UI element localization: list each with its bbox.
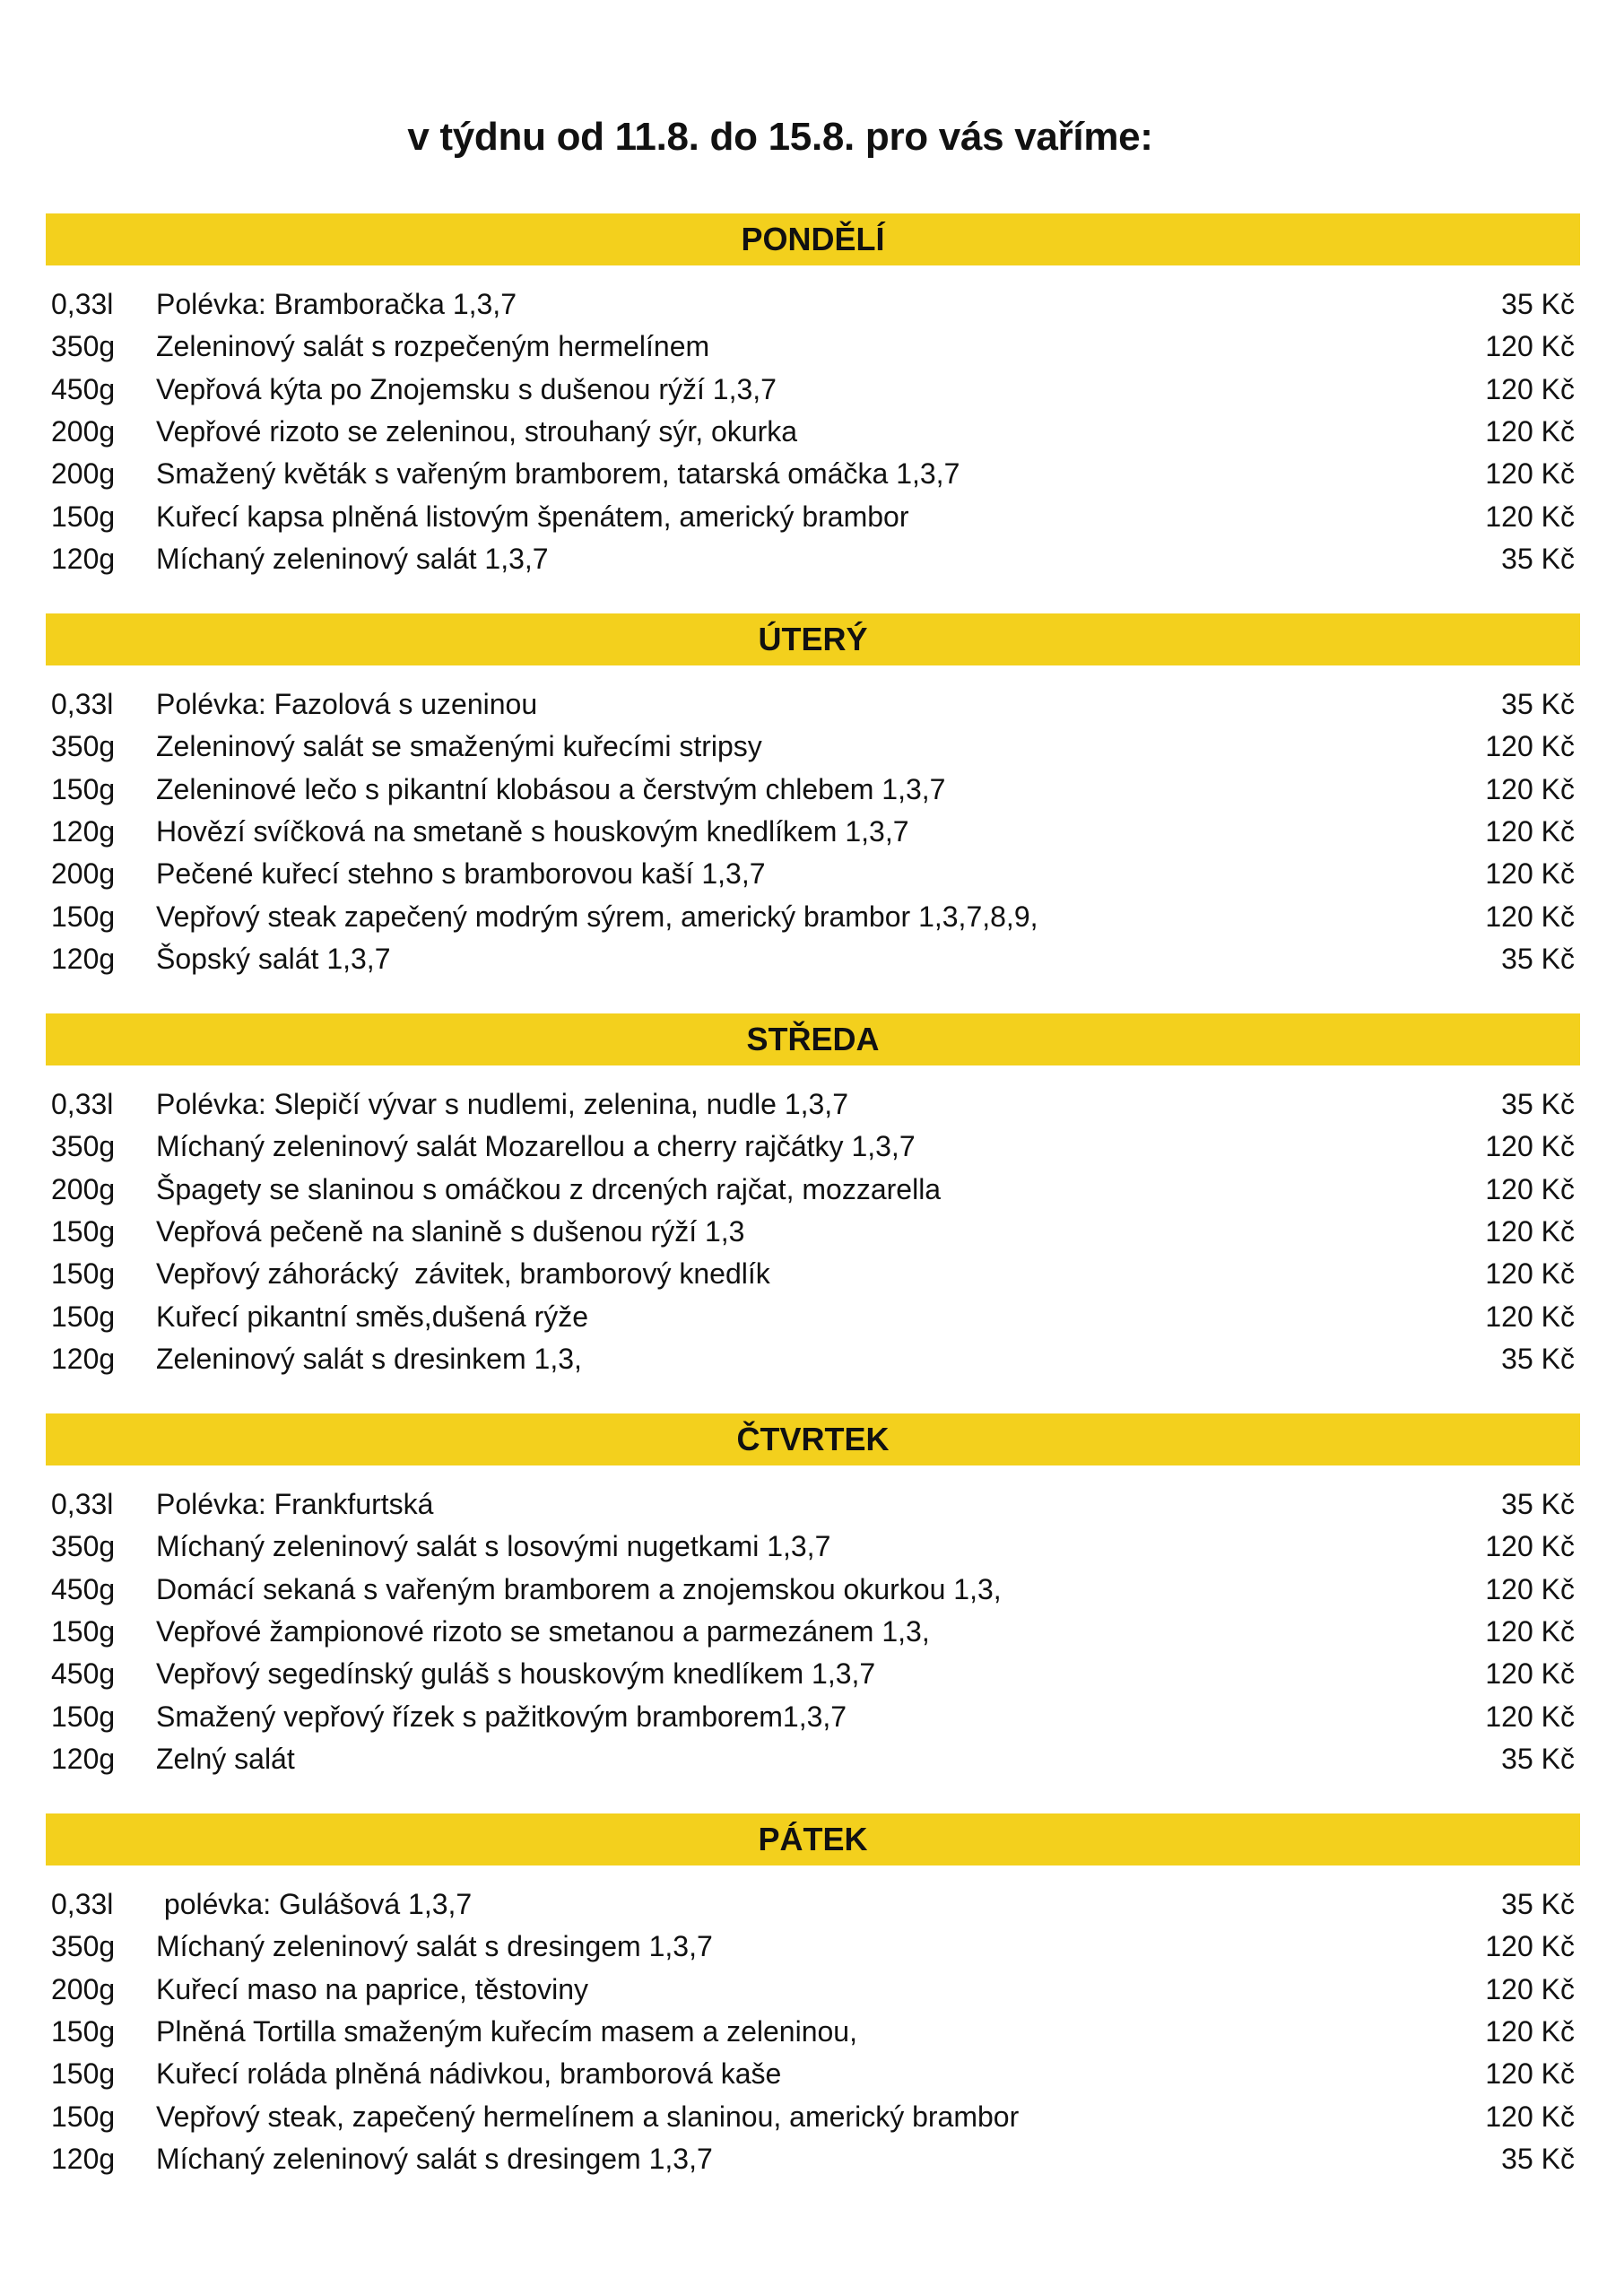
menu-item — [46, 1253, 1580, 1295]
menu-item — [46, 683, 1580, 726]
item-name: Kuřecí pikantní směs,dušená rýže — [156, 1300, 589, 1333]
item-weight: 200g — [51, 457, 116, 491]
menu-item — [46, 1295, 1580, 1337]
menu-item — [46, 1738, 1580, 1780]
item-weight: 150g — [51, 1615, 116, 1648]
item-weight: 0,33l — [51, 1888, 114, 1921]
item-name: Polévka: Fazolová s uzeninou — [156, 688, 538, 721]
menu-item — [46, 2138, 1580, 2180]
item-name: Vepřový steak, zapečený hermelínem a slaninou, americký brambor — [156, 2100, 1020, 2133]
menu-item — [46, 1338, 1580, 1380]
item-weight: 350g — [51, 730, 116, 763]
item-name: Míchaný zeleninový salát Mozarellou a cherry rajčátky 1,3,7 — [156, 1130, 916, 1163]
menu-item — [46, 726, 1580, 768]
item-weight: 350g — [51, 1130, 116, 1163]
menu-item — [46, 369, 1580, 411]
menu-item — [46, 938, 1580, 980]
item-name: Vepřové rizoto se zeleninou, strouhaný sýr, okurka — [156, 415, 798, 448]
item-weight: 200g — [51, 857, 116, 891]
item-price: 120 Kč — [1485, 330, 1575, 363]
item-price: 35 Kč — [1501, 288, 1575, 321]
item-price: 35 Kč — [1501, 688, 1575, 721]
day-header: ČTVRTEK — [46, 1413, 1580, 1465]
item-name: Pečené kuřecí stehno s bramborovou kaší 1,3,7 — [156, 857, 766, 891]
item-name: Šopský salát 1,3,7 — [156, 942, 391, 975]
item-price: 120 Kč — [1485, 1172, 1575, 1205]
item-name: Plněná Tortilla smaženým kuřecím masem a zeleninou, — [156, 2015, 857, 2048]
item-weight: 450g — [51, 372, 116, 405]
menu-item — [46, 2053, 1580, 2095]
menu-item — [46, 769, 1580, 811]
item-price: 35 Kč — [1501, 542, 1575, 575]
item-name: Kuřecí kapsa plněná listovým špenátem, americký brambor — [156, 500, 909, 533]
day-section-friday — [46, 1813, 1580, 2180]
day-header: PONDĚLÍ — [46, 213, 1580, 265]
menu-list — [46, 683, 1580, 980]
item-name: Kuřecí roláda plněná nádivkou, bramborová kaše — [156, 2057, 782, 2091]
item-price: 120 Kč — [1485, 1530, 1575, 1563]
item-price: 35 Kč — [1501, 1742, 1575, 1775]
menu-item — [46, 811, 1580, 853]
item-weight: 120g — [51, 815, 116, 848]
item-name: Vepřová pečeně na slanině s dušenou rýží 1,3 — [156, 1215, 745, 1248]
menu-item — [46, 1211, 1580, 1253]
item-weight: 0,33l — [51, 688, 114, 721]
item-name: Míchaný zeleninový salát 1,3,7 — [156, 542, 549, 575]
item-name: Vepřový segedínský guláš s houskovým knedlíkem 1,3,7 — [156, 1657, 876, 1691]
item-price: 35 Kč — [1501, 1088, 1575, 1121]
item-weight: 120g — [51, 1342, 116, 1375]
item-name: Zelný salát — [156, 1742, 295, 1775]
menu-item — [46, 895, 1580, 937]
menu-list — [46, 1483, 1580, 1780]
item-name: polévka: Gulášová 1,3,7 — [156, 1888, 473, 1921]
item-price: 120 Kč — [1485, 415, 1575, 448]
menu-item — [46, 1483, 1580, 1526]
item-name: Míchaný zeleninový salát s dresingem 1,3,7 — [156, 1930, 713, 1963]
menu-item — [46, 1083, 1580, 1126]
page-title: v týdnu od 11.8. do 15.8. pro vás vaříme: — [407, 115, 1153, 159]
item-price: 120 Kč — [1485, 2100, 1575, 2133]
day-section-wednesday — [46, 1013, 1580, 1380]
menu-item — [46, 453, 1580, 495]
item-price: 35 Kč — [1501, 942, 1575, 975]
item-price: 120 Kč — [1485, 1615, 1575, 1648]
menu-item — [46, 1569, 1580, 1611]
item-price: 120 Kč — [1485, 815, 1575, 848]
item-price: 35 Kč — [1501, 1888, 1575, 1921]
item-name: Špagety se slaninou s omáčkou z drcených rajčat, mozzarella — [156, 1172, 942, 1205]
day-header: ÚTERÝ — [46, 613, 1580, 665]
day-header: STŘEDA — [46, 1013, 1580, 1065]
day-section-tuesday — [46, 613, 1580, 980]
item-weight: 120g — [51, 2142, 116, 2175]
item-weight: 150g — [51, 1700, 116, 1733]
item-name: Míchaný zeleninový salát s losovými nugetkami 1,3,7 — [156, 1530, 831, 1563]
item-name: Polévka: Frankfurtská — [156, 1488, 434, 1521]
item-weight: 150g — [51, 500, 116, 533]
item-price: 120 Kč — [1485, 372, 1575, 405]
menu-item — [46, 1169, 1580, 1211]
item-weight: 350g — [51, 1530, 116, 1563]
item-name: Vepřový steak zapečený modrým sýrem, americký brambor 1,3,7,8,9, — [156, 900, 1038, 933]
item-weight: 150g — [51, 772, 116, 805]
item-weight: 200g — [51, 1172, 116, 1205]
item-weight: 120g — [51, 942, 116, 975]
item-name: Smažený květák s vařeným bramborem, tatarská omáčka 1,3,7 — [156, 457, 960, 491]
menu-item — [46, 1695, 1580, 1737]
menu-item — [46, 326, 1580, 368]
item-weight: 0,33l — [51, 1488, 114, 1521]
menu-item — [46, 2011, 1580, 2053]
item-name: Vepřové žampionové rizoto se smetanou a parmezánem 1,3, — [156, 1615, 930, 1648]
item-price: 120 Kč — [1485, 1930, 1575, 1963]
item-name: Kuřecí maso na paprice, těstoviny — [156, 1972, 589, 2005]
menu-item — [46, 2095, 1580, 2137]
menu-item — [46, 1526, 1580, 1568]
item-name: Míchaný zeleninový salát s dresingem 1,3,7 — [156, 2142, 713, 2175]
item-price: 120 Kč — [1485, 1130, 1575, 1163]
item-name: Zeleninový salát s rozpečeným hermelínem — [156, 330, 710, 363]
item-weight: 450g — [51, 1657, 116, 1691]
menu-item — [46, 495, 1580, 537]
item-price: 120 Kč — [1485, 1657, 1575, 1691]
item-weight: 150g — [51, 1257, 116, 1291]
item-weight: 450g — [51, 1572, 116, 1605]
item-weight: 120g — [51, 1742, 116, 1775]
item-name: Polévka: Bramboračka 1,3,7 — [156, 288, 517, 321]
menu-item — [46, 1126, 1580, 1168]
menu-item — [46, 1883, 1580, 1926]
item-price: 120 Kč — [1485, 2057, 1575, 2091]
item-name: Smažený vepřový řízek s pažitkovým bramborem1,3,7 — [156, 1700, 847, 1733]
menu-list — [46, 1083, 1580, 1380]
menu-item — [46, 538, 1580, 580]
item-price: 120 Kč — [1485, 857, 1575, 891]
item-weight: 150g — [51, 900, 116, 933]
item-weight: 150g — [51, 1300, 116, 1333]
item-price: 120 Kč — [1485, 1300, 1575, 1333]
item-weight: 150g — [51, 2057, 116, 2091]
menu-item — [46, 1653, 1580, 1695]
item-weight: 200g — [51, 1972, 116, 2005]
item-name: Polévka: Slepičí vývar s nudlemi, zelenina, nudle 1,3,7 — [156, 1088, 848, 1121]
item-weight: 120g — [51, 542, 116, 575]
item-price: 35 Kč — [1501, 1488, 1575, 1521]
item-weight: 200g — [51, 415, 116, 448]
menu-item — [46, 853, 1580, 895]
item-price: 120 Kč — [1485, 1215, 1575, 1248]
item-price: 120 Kč — [1485, 2015, 1575, 2048]
item-weight: 0,33l — [51, 288, 114, 321]
menu-item — [46, 1926, 1580, 1968]
menu-item — [46, 1969, 1580, 2011]
item-price: 120 Kč — [1485, 730, 1575, 763]
item-name: Zeleninové lečo s pikantní klobásou a čerstvým chlebem 1,3,7 — [156, 772, 946, 805]
item-price: 35 Kč — [1501, 1342, 1575, 1375]
day-header: PÁTEK — [46, 1813, 1580, 1866]
menu-item — [46, 411, 1580, 453]
item-weight: 150g — [51, 1215, 116, 1248]
item-name: Vepřový záhorácký závitek, bramborový knedlík — [156, 1257, 770, 1291]
item-name: Hovězí svíčková na smetaně s houskovým knedlíkem 1,3,7 — [156, 815, 909, 848]
menu-item — [46, 1611, 1580, 1653]
item-weight: 150g — [51, 2100, 116, 2133]
item-weight: 0,33l — [51, 1088, 114, 1121]
item-weight: 350g — [51, 330, 116, 363]
menu-list — [46, 283, 1580, 580]
item-name: Zeleninový salát se smaženými kuřecími stripsy — [156, 730, 762, 763]
item-price: 120 Kč — [1485, 1572, 1575, 1605]
menu-list — [46, 1883, 1580, 2180]
item-price: 120 Kč — [1485, 772, 1575, 805]
item-price: 120 Kč — [1485, 1700, 1575, 1733]
item-price: 35 Kč — [1501, 2142, 1575, 2175]
item-price: 120 Kč — [1485, 500, 1575, 533]
item-name: Vepřová kýta po Znojemsku s dušenou rýží 1,3,7 — [156, 372, 777, 405]
item-weight: 150g — [51, 2015, 116, 2048]
item-weight: 350g — [51, 1930, 116, 1963]
item-price: 120 Kč — [1485, 457, 1575, 491]
item-name: Domácí sekaná s vařeným bramborem a znojemskou okurkou 1,3, — [156, 1572, 1002, 1605]
menu-item — [46, 283, 1580, 326]
item-price: 120 Kč — [1485, 900, 1575, 933]
day-section-thursday — [46, 1413, 1580, 1780]
item-price: 120 Kč — [1485, 1257, 1575, 1291]
item-price: 120 Kč — [1485, 1972, 1575, 2005]
item-name: Zeleninový salát s dresinkem 1,3, — [156, 1342, 582, 1375]
day-section-monday — [46, 213, 1580, 580]
